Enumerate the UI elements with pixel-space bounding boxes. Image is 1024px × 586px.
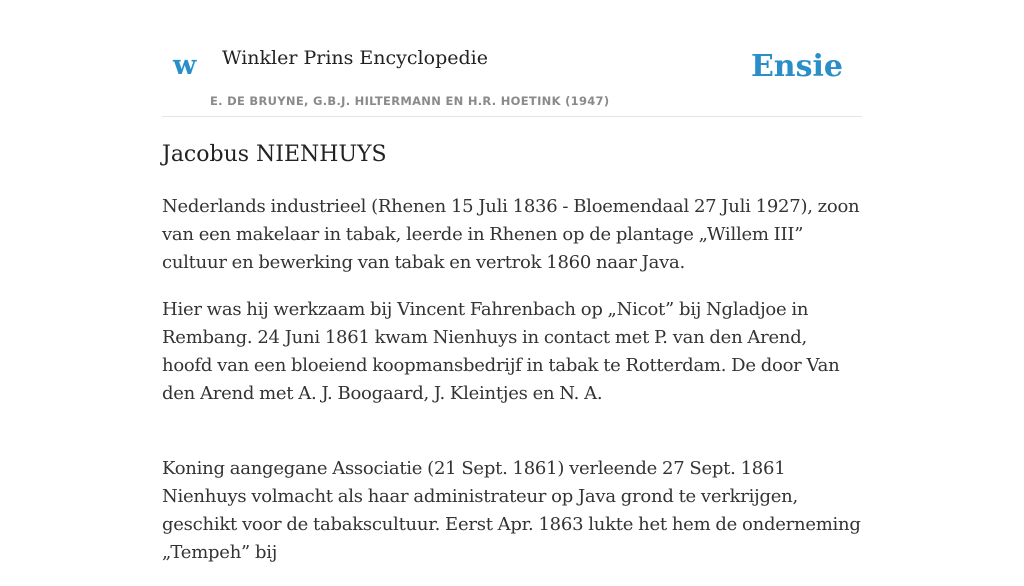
site-header <box>162 0 862 117</box>
authors-line: E. DE BRUYNE, G.B.J. HILTERMANN EN H.R. HOETINK (1947) <box>210 94 610 108</box>
article-paragraph-3: Koning aangegane Associatie (21 Sept. 1861) verleende 27 Sept. 1861 Nienhuys volmacht als haar administrateur op Java grond te verkrijgen, geschikt voor de tabakscultuur. Eerst Apr. 1863 lukte het hem de onderneming „Tempeh” bij <box>162 457 861 563</box>
site-title[interactable]: Winkler Prins Encyclopedie <box>222 47 488 69</box>
article-title: Jacobus NIENHUYS <box>162 142 387 167</box>
article <box>162 140 862 586</box>
article-paragraph-1: Nederlands industrieel (Rhenen 15 Juli 1836 - Bloemendaal 27 Juli 1927), zoon van een makelaar in tabak, leerde in Rhenen op de plantage „Willem III” cultuur en bewerking van tabak en vertrok 1860 naar Java. <box>162 195 860 273</box>
article-paragraph-2: Hier was hij werkzaam bij Vincent Fahrenbach op „Nicot” bij Ngladjoe in Rembang. 24 Juni 1861 kwam Nienhuys in contact met P. van den Arend, hoofd van een bloeiend koopmansbedrijf in tabak te Rotterdam. De door Van den Arend met A. J. Boogaard, J. Kleintjes en N. A. <box>162 298 840 404</box>
winkler-prins-logo-icon[interactable]: w <box>173 50 197 81</box>
ensie-brand-link[interactable]: Ensie <box>750 49 843 84</box>
